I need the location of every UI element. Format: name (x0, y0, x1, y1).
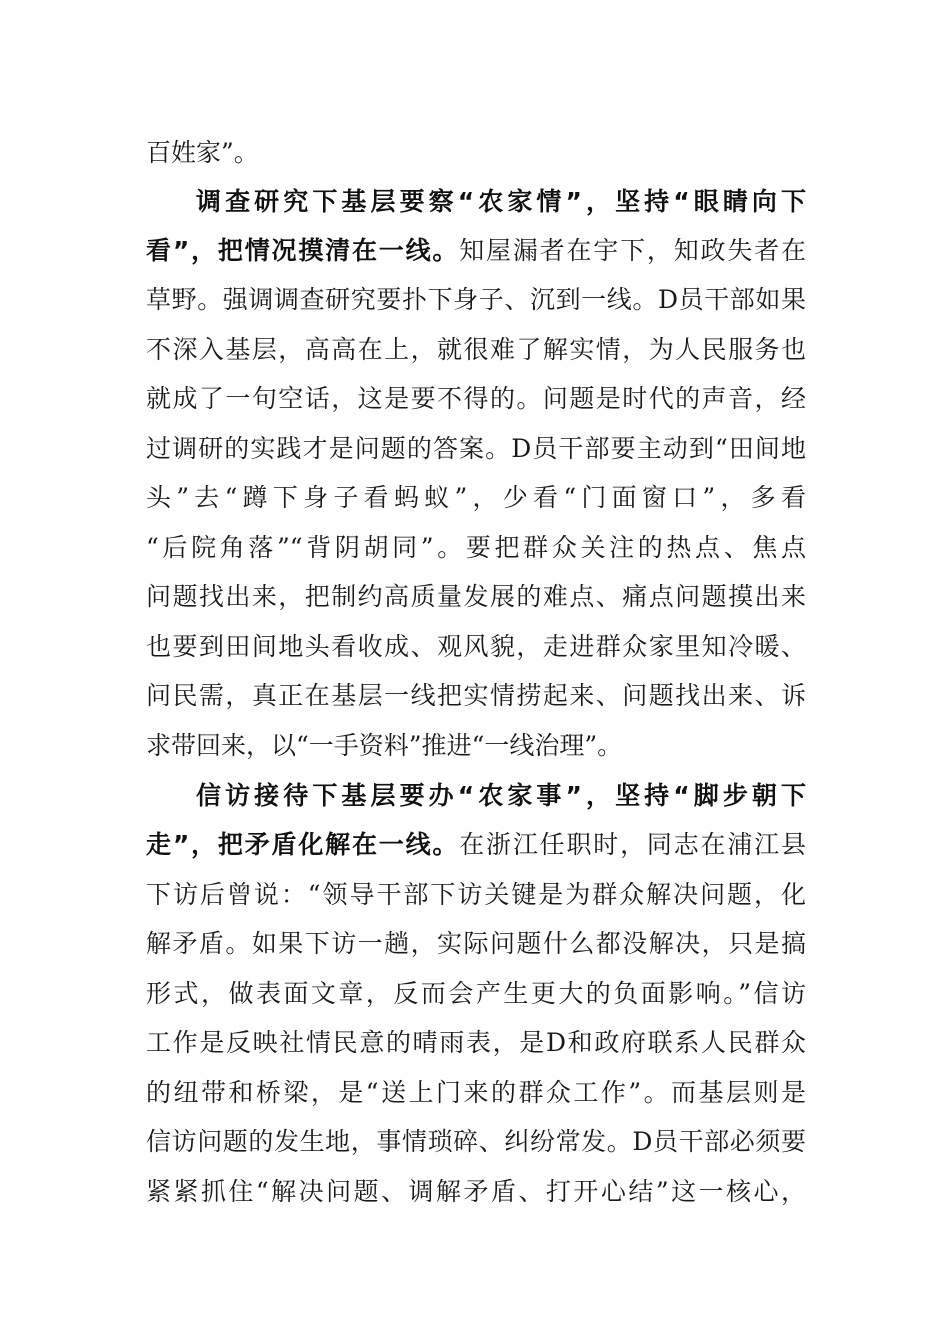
line-text: 问民需，真正在基层一线把实情捞起来、问题找出来、诉 (146, 681, 806, 710)
line-text: 也要到田间地头看收成、观风貌，走进群众家里知冷暖、 (146, 632, 806, 661)
text-line (146, 977, 806, 1011)
text-line (146, 1175, 806, 1209)
text-line (146, 531, 806, 565)
text-line (146, 927, 806, 961)
line-text: 工作是反映社情民意的晴雨表，是D和政府联系人民群众 (146, 1028, 806, 1057)
line-text: 紧紧抓住“解决问题、调解矛盾、打开心结”这一核心， (146, 1177, 806, 1206)
line-text: 解矛盾。如果下访一趟，实际问题什么都没解决，只是搞 (146, 929, 806, 958)
section-heading: 信访接待下基层要办“农家事”，坚持“脚步朝下 (196, 781, 806, 810)
text-line (146, 481, 806, 515)
text-line (146, 1125, 806, 1159)
line-text: 过调研的实践才是问题的答案。D员干部要主动到“田间地 (146, 434, 806, 463)
line-text: 不深入基层，高高在上，就很难了解实情，为人民服务也 (146, 335, 806, 364)
text-line (146, 432, 806, 466)
text-line (146, 382, 806, 416)
line-text: 下访后曾说：“领导干部下访关键是为群众解决问题，化 (146, 880, 806, 909)
section-heading-line (196, 185, 806, 219)
text-line (146, 729, 806, 763)
line-text: 形式，做表面文章，反而会产生更大的负面影响。”信访 (146, 979, 806, 1008)
text-line (146, 828, 806, 862)
text-line (146, 679, 806, 713)
text-line (146, 878, 806, 912)
line-text: 在浙江任职时，同志在浦江县 (459, 830, 806, 859)
text-line (146, 234, 806, 268)
section-heading-continued: 走”，把矛盾化解在一线。 (146, 830, 460, 859)
line-text: 求带回来，以“一手资料”推进“一线治理”。 (146, 731, 623, 760)
line-text: 信访问题的发生地，事情琐碎、纠纷常发。D员干部必须要 (146, 1127, 806, 1156)
text-line (146, 630, 806, 664)
text-line (146, 1026, 806, 1060)
section-heading-continued: 看”，把情况摸清在一线。 (146, 236, 460, 265)
line-text: “后院角落”“背阴胡同”。要把群众关注的热点、焦点 (146, 533, 806, 562)
text-line (146, 136, 806, 170)
text-line (146, 333, 806, 367)
text-line (146, 283, 806, 317)
line-text: 知屋漏者在宇下，知政失者在 (459, 236, 806, 265)
section-heading: 调查研究下基层要察“农家情”，坚持“眼睛向下 (196, 187, 806, 216)
line-text: 的纽带和桥梁，是“送上门来的群众工作”。而基层则是 (146, 1078, 806, 1107)
line-text: 头”去“蹲下身子看蚂蚁”，少看“门面窗口”，多看 (146, 483, 806, 512)
section-heading-line (196, 779, 806, 813)
line-text: 草野。强调调查研究要扑下身子、沉到一线。D员干部如果 (146, 285, 806, 314)
text-line (146, 1076, 806, 1110)
line-text: 百姓家”。 (146, 138, 259, 167)
text-line (146, 580, 806, 614)
line-text: 就成了一句空话，这是要不得的。问题是时代的声音，经 (146, 384, 806, 413)
line-text: 问题找出来，把制约高质量发展的难点、痛点问题摸出来 (146, 582, 806, 611)
